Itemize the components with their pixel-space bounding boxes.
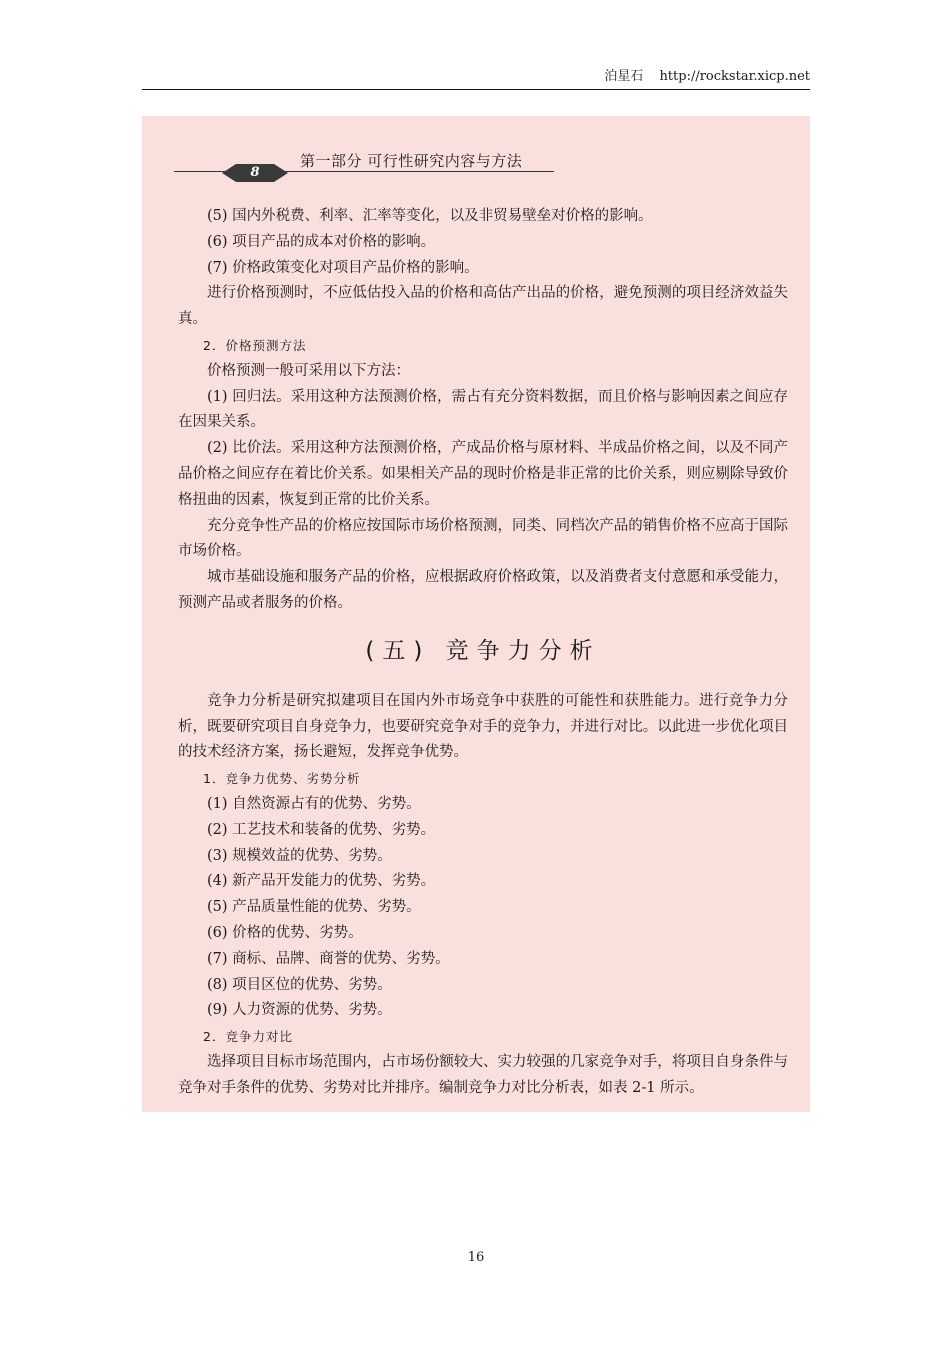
paragraph: 价格预测一般可采用以下方法： xyxy=(207,362,410,379)
page-header xyxy=(142,66,810,88)
paragraph: (7) 商标、品牌、商誉的优势、劣势。 xyxy=(207,950,450,967)
section-heading: (五) 竞争力分析 xyxy=(365,637,601,664)
paragraph: (8) 项目区位的优势、劣势。 xyxy=(207,976,392,993)
paragraph: 选择项目目标市场范围内，占市场份额较大、实力较强的几家竞争对手，将项目自身条件与竞争对手条件的优势、劣势对比并排序。编制竞争力对比分析表，如表 2-1 所示。 xyxy=(178,1053,788,1096)
subsection-heading: 2．价格预测方法 xyxy=(203,337,307,353)
header-url: http://rockstar.xicp.net xyxy=(659,69,810,84)
paragraph: (2) 比价法。采用这种方法预测价格，产成品价格与原材料、半成品价格之间，以及不同产品价格之间应存在着比价关系。如果相关产品的现时价格是非正常的比价关系，则应剔除导致价格扭曲的因素，恢复到正常的比价关系。 xyxy=(178,440,788,508)
paragraph: 充分竞争性产品的价格应按国际市场价格预测，同类、同档次产品的销售价格不应高于国际市场价格。 xyxy=(178,517,788,560)
paragraph: 进行价格预测时，不应低估投入品的价格和高估产出品的价格，避免预测的项目经济效益失真。 xyxy=(178,285,788,328)
paragraph: 竞争力分析是研究拟建项目在国内外市场竞争中获胜的可能性和获胜能力。进行竞争力分析，既要研究项目自身竞争力，也要研究竞争对手的竞争力，并进行对比。以此进一步优化项目的技术经济方案，扬长避短，发挥竞争优势。 xyxy=(178,692,788,761)
paragraph: (5) 产品质量性能的优势、劣势。 xyxy=(207,899,421,916)
paragraph: 城市基础设施和服务产品的价格，应根据政府价格政策，以及消费者支付意愿和承受能力，预测产品或者服务的价格。 xyxy=(178,569,788,611)
paragraph: (9) 人力资源的优势、劣势。 xyxy=(207,1002,392,1019)
chapter-title: 第一部分 可行性研究内容与方法 xyxy=(300,152,523,170)
paragraph: (6) 项目产品的成本对价格的影响。 xyxy=(207,233,436,250)
paragraph: (2) 工艺技术和装备的优势、劣势。 xyxy=(207,821,436,838)
subsection-heading: 2．竞争力对比 xyxy=(203,1029,293,1045)
page-number: 16 xyxy=(467,1250,485,1265)
body-text xyxy=(178,204,788,1102)
paragraph: (4) 新产品开发能力的优势、劣势。 xyxy=(207,873,436,890)
header-rule xyxy=(142,89,810,90)
scanned-book-page xyxy=(142,116,810,1112)
chapter-header xyxy=(174,144,554,186)
paragraph: (7) 价格政策变化对项目产品价格的影响。 xyxy=(207,259,479,276)
paragraph: (6) 价格的优势、劣势。 xyxy=(207,924,363,941)
paragraph: (3) 规模效益的优势、劣势。 xyxy=(207,847,392,864)
paragraph: (1) 回归法。采用这种方法预测价格，需占有充分资料数据，而且价格与影响因素之间应存在因果关系。 xyxy=(178,388,788,431)
header-author: 泊星石 xyxy=(604,69,644,84)
subsection-heading: 1．竞争力优势、劣势分析 xyxy=(203,771,361,787)
paragraph: (1) 自然资源占有的优势、劣势。 xyxy=(207,795,421,812)
paragraph: (5) 国内外税费、利率、汇率等变化，以及非贸易壁垒对价格的影响。 xyxy=(207,208,653,224)
page-badge-number: 8 xyxy=(250,165,260,180)
